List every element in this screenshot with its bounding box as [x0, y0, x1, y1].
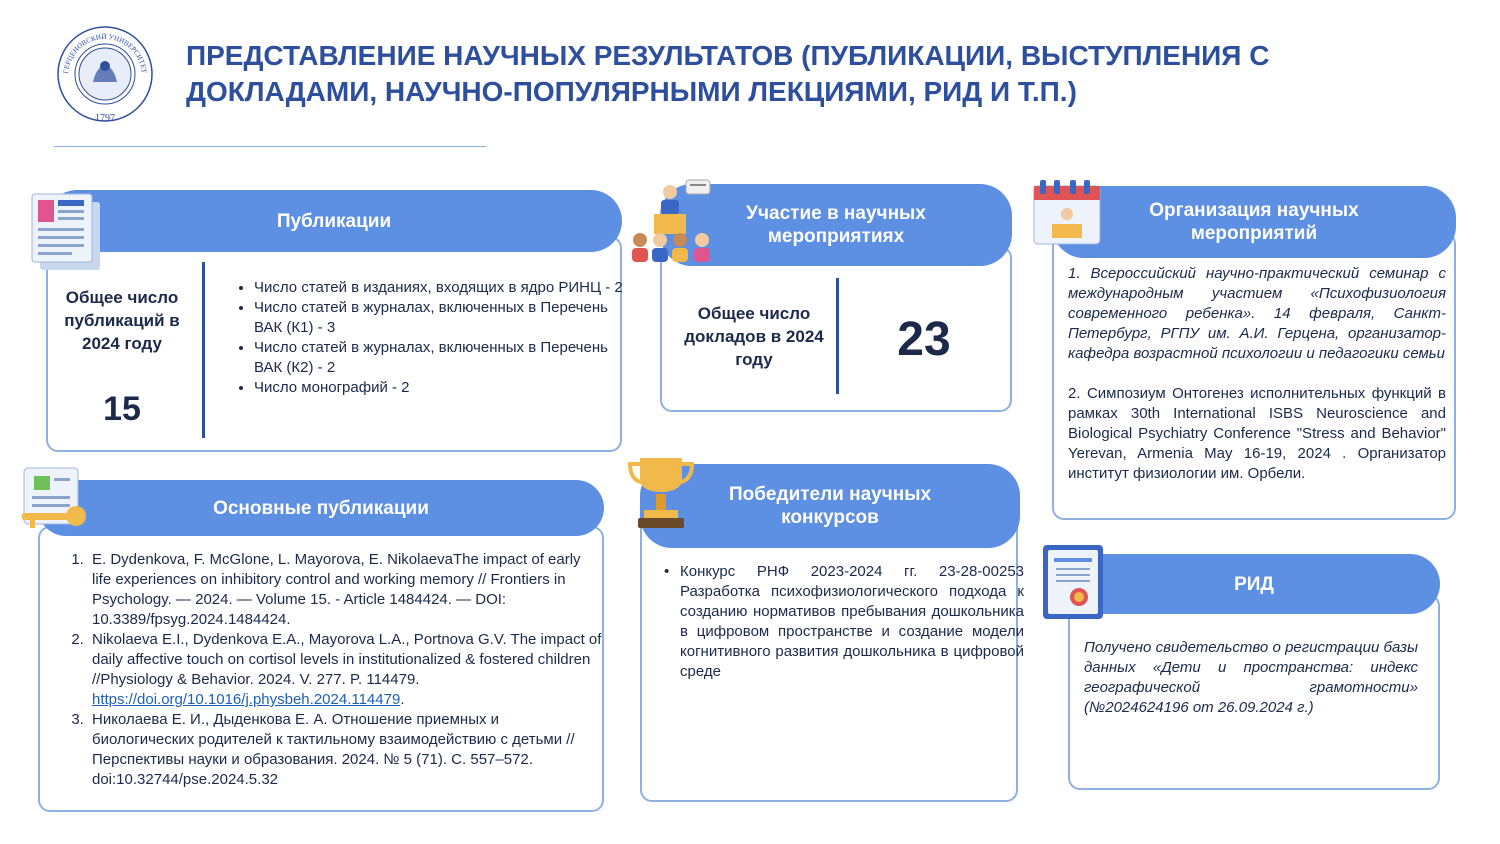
speaker-icon — [628, 178, 720, 266]
rid-text: Получено свидетельство о регистрации базы данных «Дети и пространства: индекс географической грамотности» (№2024624196 от 26.09.2024 г.) — [1084, 639, 1418, 716]
list-item: • Число монографий - 2 — [254, 378, 624, 398]
trophy-icon — [626, 452, 696, 532]
publications-heading: Публикации — [46, 190, 622, 252]
reports-total-label: Общее число докладов в 2024 году — [684, 304, 824, 369]
list-item — [88, 630, 602, 710]
vertical-divider — [202, 262, 205, 438]
university-logo — [50, 24, 160, 128]
title-divider — [54, 146, 486, 147]
events-organization-card — [1052, 232, 1456, 520]
publication-tail: . — [400, 691, 405, 708]
contests-card — [640, 514, 1024, 802]
events-organization-heading: Организация научных мероприятий — [1052, 186, 1456, 258]
certificate-icon — [1040, 542, 1106, 622]
page-title: ПРЕДСТАВЛЕНИЕ НАУЧНЫХ РЕЗУЛЬТАТОВ (ПУБЛИКАЦИИ, ВЫСТУПЛЕНИЯ С ДОКЛАДАМИ, НАУЧНО-ПОПУЛЯРНЫМИ ЛЕКЦИЯМИ, РИД И Т.П.) — [186, 40, 1270, 107]
list-item: 3. Николаева Е. И., Дыденкова Е. А. Отношение приемных и биологических родителей к тактильному взаимодействию с детьми // Перспективы науки и образования. 2024. № 5 (71). С. 557–572. doi:10.32744/pse.2024.5.32 — [88, 710, 602, 790]
organization-item-1: 1. Всероссийский научно-практический семинар с международным участием «Психофизиология современного ребенка». 14 февраля, Санкт-Петербург, РГПУ им. А.И. Герцена, организатор- кафедра возрастной психологии и педагогики семьи — [1068, 265, 1446, 362]
list-item: • Число статей в изданиях, входящих в ядро РИНЦ - 2 — [254, 278, 624, 298]
main-publications-card — [38, 526, 604, 812]
contests-heading: Победители научных конкурсов — [640, 464, 1020, 548]
organization-item-2: 2. Симпозиум Онтогенез исполнительных функций в рамках 30th International ISBS Neuroscience and Biological Psychiatry Conference "Stress and Behavior" Yerevan, Armenia May 16-19, 2024 . Организатор институт физиологии им. Орбели. — [1068, 385, 1446, 482]
svg-text:1797: 1797 — [95, 113, 115, 124]
contest-text: Конкурс РНФ 2023-2024 гг. 23-28-00253 Разработка психофизиологического подхода к созданию нормативов пребывания дошкольника в цифровом пространстве и создание модели когнитивного развития дошкольника в цифровой среде — [680, 563, 1024, 680]
events-participation-card — [660, 246, 1012, 412]
list-item: • Число статей в журналах, включенных в Перечень ВАК (К1) - 3 — [254, 298, 624, 338]
reports-total-value: 23 — [897, 313, 951, 366]
rid-heading: РИД — [1068, 554, 1440, 614]
vertical-divider — [836, 278, 839, 394]
doi-link[interactable]: https://doi.org/10.1016/j.physbeh.2024.114479 — [92, 691, 401, 708]
publications-total-value: 15 — [103, 390, 141, 428]
bullet-icon: • — [664, 563, 670, 580]
events-participation-heading: Участие в научных мероприятиях — [660, 184, 1012, 266]
contests-list — [656, 562, 1024, 682]
main-publications-list — [68, 550, 602, 790]
publications-total-label: Общее число публикаций в 2024 году — [64, 288, 180, 353]
publications-list — [230, 278, 624, 398]
certificate-key-icon — [18, 464, 96, 540]
list-item — [664, 562, 1024, 682]
list-item: • Число статей в журналах, включенных в Перечень ВАК (К2) - 2 — [254, 338, 624, 378]
main-publications-heading: Основные публикации — [38, 480, 604, 536]
document-icon — [28, 192, 104, 274]
publications-card — [46, 236, 622, 452]
rid-card — [1068, 594, 1440, 790]
calendar-icon — [1030, 178, 1104, 248]
publication-text: Nikolaeva E.I., Dydenkova E.A., Mayorova L.A., Portnova G.V. The impact of daily affective touch on cortisol levels in institutionalized & fostered children //Physiology & Behavior. 2024. V. 277. P. 114479. — [92, 631, 602, 688]
svg-text:ГЕРЦЕНОВСКИЙ УНИВЕРСИТЕТ • HER: ГЕРЦЕНОВСКИЙ УНИВЕРСИТЕТ — [62, 32, 148, 74]
list-item: 1. E. Dydenkova, F. McGlone, L. Mayorova, E. NikolaevaThe impact of early life experiences on inhibitory control and working memory // Frontiers in Psychology. — 2024. — Volume 15. - Article 1484424. — DOI: 10.3389/fpsyg.2024.1484424. — [88, 550, 602, 630]
